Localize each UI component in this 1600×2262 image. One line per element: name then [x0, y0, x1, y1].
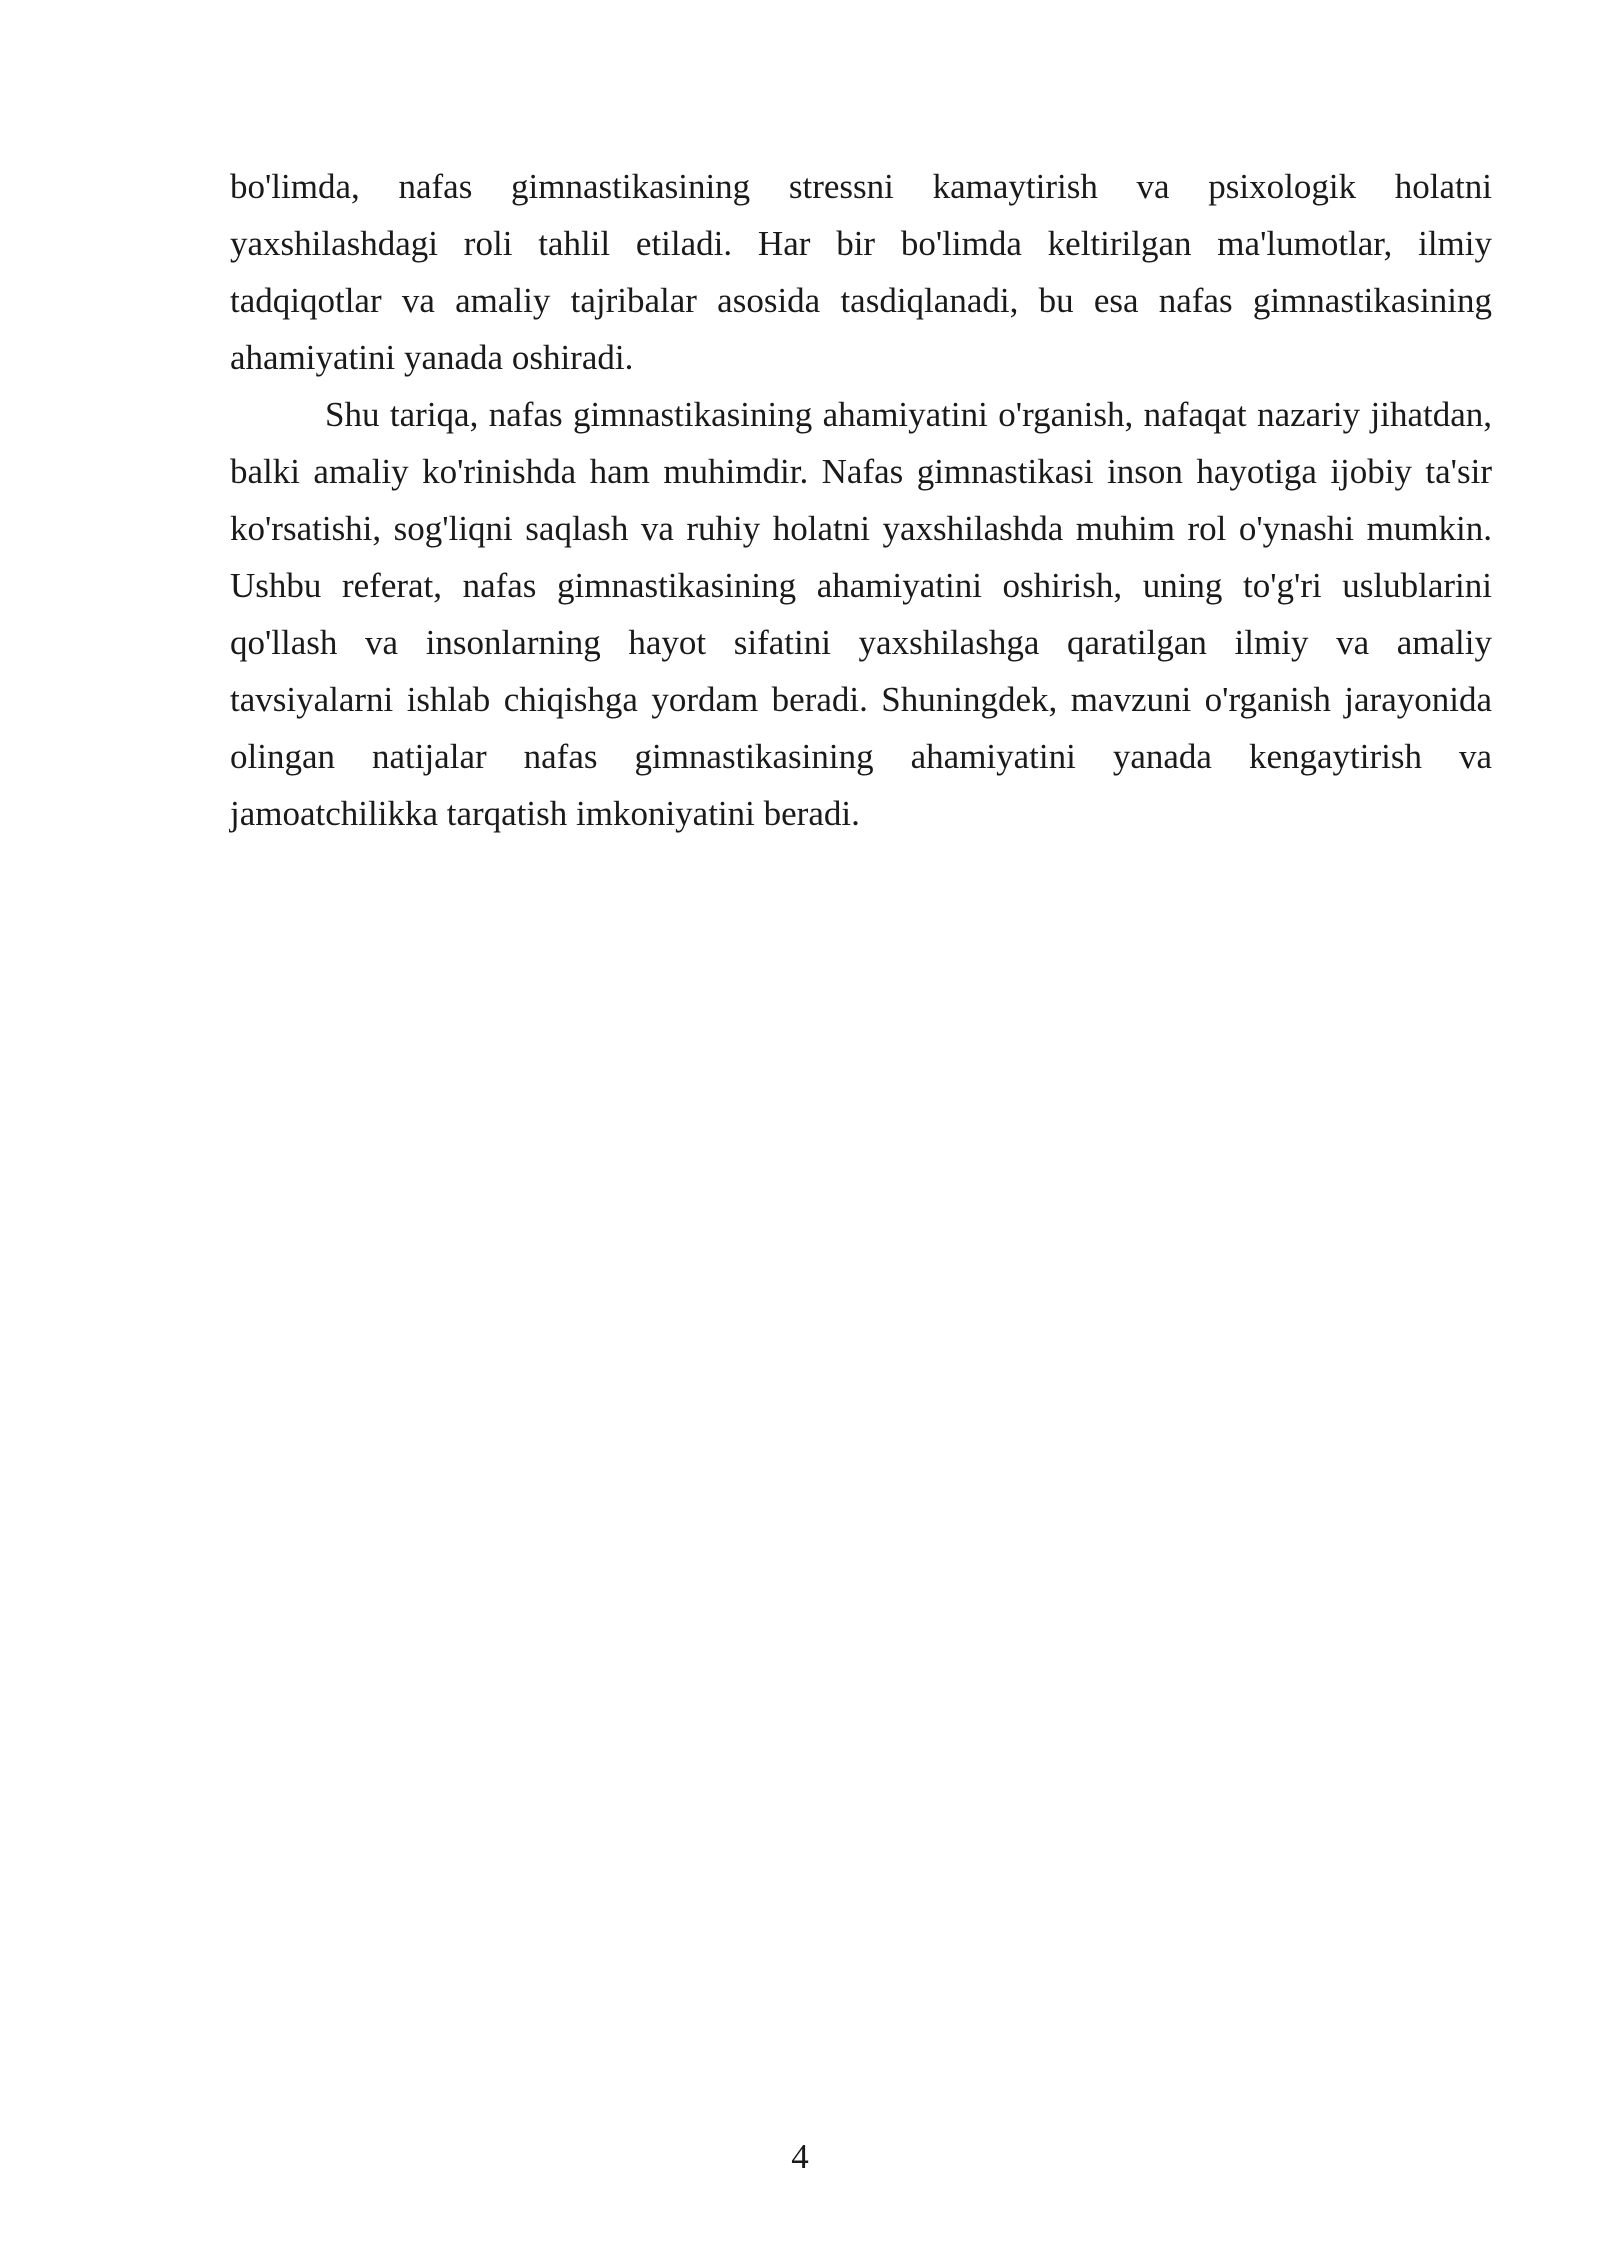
paragraph-continuation: bo'limda, nafas gimnastikasining stressni kamaytirish va psixologik holatni yaxshilashdagi roli tahlil etiladi. Har bir bo'limda keltirilgan ma'lumotlar, ilmiy tadqiqotlar va amaliy tajribalar asosida tasdiqlanadi, bu esa nafas gimnastikasining ahamiyatini yanada oshiradi. [230, 167, 1492, 377]
page-number: 4 [791, 2137, 809, 2176]
paragraph: Shu tariqa, nafas gimnastikasining ahamiyatini o'rganish, nafaqat nazariy jihatdan, balki amaliy ko'rinishda ham muhimdir. Nafas gimnastikasi inson hayotiga ijobiy ta'sir ko'rsatishi, sog'liqni saqlash va ruhiy holatni yaxshilashda muhim rol o'ynashi mumkin. Ushbu referat, nafas gimnastikasining ahamiyatini oshirish, uning to'g'ri uslublarini qo'llash va insonlarning hayot sifatini yaxshilashga qaratilgan ilmiy va amaliy tavsiyalarni ishlab chiqishga yordam beradi. Shuningdek, mavzuni o'rganish jarayonida olingan natijalar nafas gimnastikasining ahamiyatini yanada kengaytirish va jamoatchilikka tarqatish imkoniyatini beradi. [230, 395, 1492, 833]
body-text [230, 158, 1492, 842]
